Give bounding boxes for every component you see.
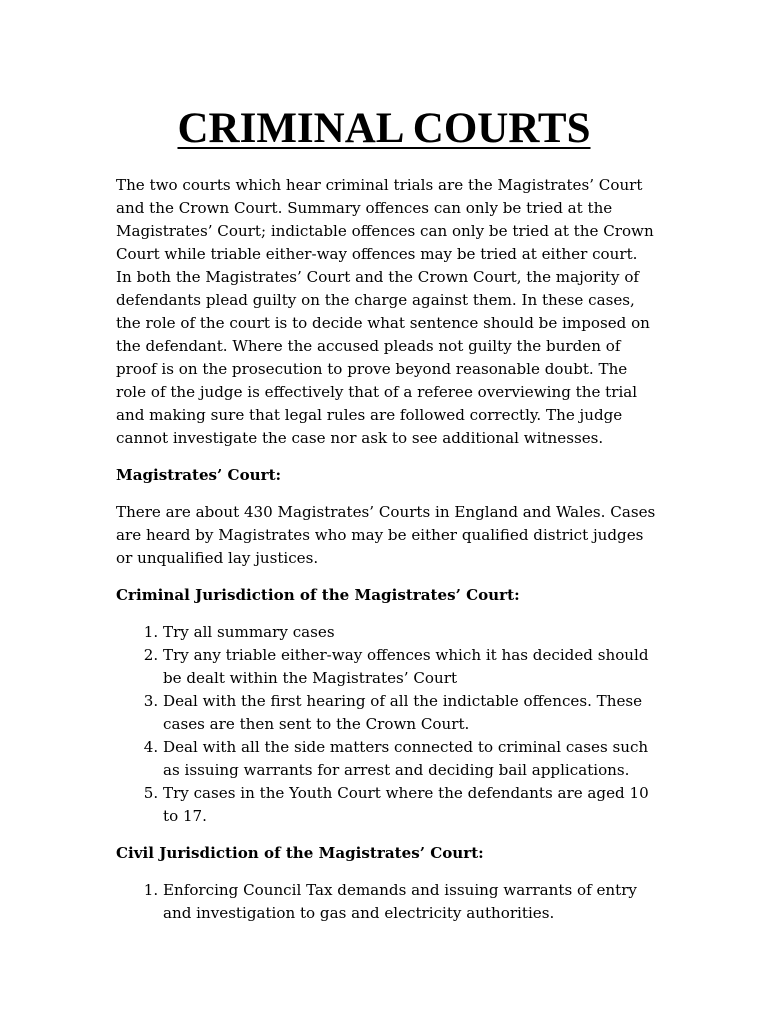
magistrates-court-paragraph: There are about 430 Magistrates’ Courts in England and Wales. Cases are heard by Magistrates who may be either qualified district judges or unqualified lay justices. xyxy=(116,503,656,567)
criminal-jurisdiction-list xyxy=(116,621,656,828)
criminal-jurisdiction-heading: Criminal Jurisdiction of the Magistrates’ Court: xyxy=(116,586,520,604)
list-item: 4. Deal with all the side matters connected to criminal cases such as issuing warrants for arrest and deciding bail applications. xyxy=(163,736,656,782)
list-item: 1. Enforcing Council Tax demands and issuing warrants of entry and investigation to gas and electricity authorities. xyxy=(163,879,656,925)
list-item: 1. Try all summary cases xyxy=(163,621,656,644)
document-body xyxy=(116,174,656,939)
civil-jurisdiction-list xyxy=(116,879,656,925)
list-item: 3. Deal with the first hearing of all the indictable offences. These cases are then sent to the Crown Court. xyxy=(163,690,656,736)
intro-paragraph: The two courts which hear criminal trials are the Magistrates’ Court and the Crown Court. Summary offences can only be tried at the Magistrates’ Court; indictable offences can only be tried at the Crown Court while triable either-way offences may be tried at either court. In both the Magistrates’ Court and the Crown Court, the majority of defendants plead guilty on the charge against them. In these cases, the role of the court is to decide what sentence should be imposed on the defendant. Where the accused pleads not guilty the burden of proof is on the prosecution to prove beyond reasonable doubt. The role of the judge is effectively that of a referee overviewing the trial and making sure that legal rules are followed correctly. The judge cannot investigate the case nor ask to see additional witnesses. xyxy=(116,176,654,447)
list-item: 5. Try cases in the Youth Court where the defendants are aged 10 to 17. xyxy=(163,782,656,828)
magistrates-court-heading: Magistrates’ Court: xyxy=(116,466,282,484)
civil-jurisdiction-heading: Civil Jurisdiction of the Magistrates’ Court: xyxy=(116,844,484,862)
list-item: 2. Try any triable either-way offences which it has decided should be dealt within the Magistrates’ Court xyxy=(163,644,656,690)
page-title: CRIMINAL COURTS xyxy=(177,105,591,152)
